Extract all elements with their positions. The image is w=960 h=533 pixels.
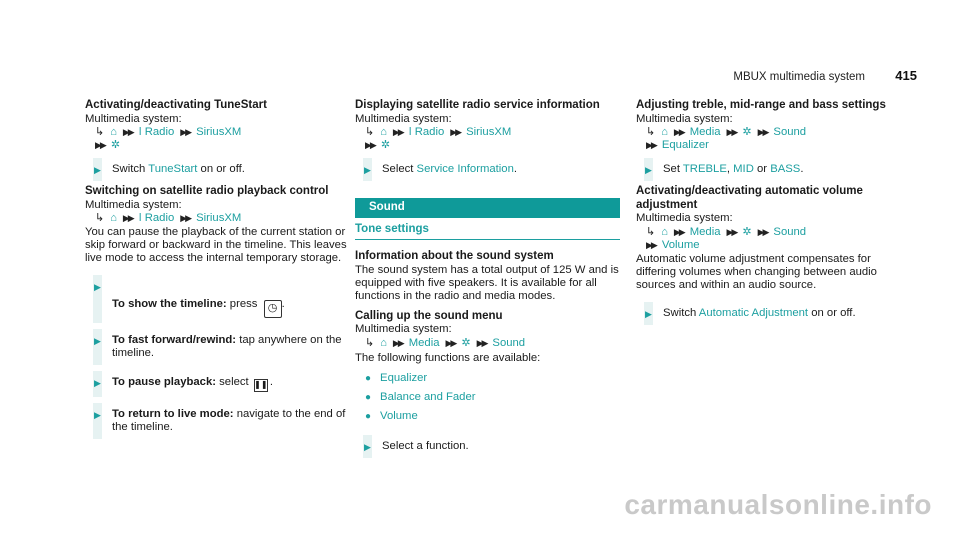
settings-icon: ✲ bbox=[742, 126, 752, 138]
nav-siriusxm: SiriusXM bbox=[196, 126, 242, 138]
nav-path-2 bbox=[85, 212, 350, 225]
heading-treble-mid-bass: Adjusting treble, mid-range and bass settings bbox=[636, 99, 886, 111]
nav-path-4 bbox=[355, 337, 620, 350]
step-arrow-icon: ▶ bbox=[94, 164, 101, 175]
chevron-icon: ▶▶ bbox=[726, 226, 737, 237]
link-automatic-adjustment: Automatic Adjustment bbox=[698, 306, 809, 319]
chevron-icon: ▶▶ bbox=[450, 127, 461, 137]
arrow-start-icon: ↳ bbox=[95, 126, 105, 138]
heading-sound-menu: Calling up the sound menu bbox=[355, 309, 503, 322]
heading-tunestart: Activating/deactivating TuneStart bbox=[85, 99, 267, 111]
chevron-icon: ▶▶ bbox=[646, 240, 656, 251]
nav-equalizer: Equalizer bbox=[661, 139, 709, 152]
section-band-sound: Sound bbox=[355, 198, 620, 217]
home-icon: ⌂ bbox=[380, 126, 387, 138]
chevron-icon: ▶▶ bbox=[757, 127, 768, 137]
step-arrow-icon: ▶ bbox=[94, 378, 101, 389]
chevron-icon: ▶▶ bbox=[392, 127, 403, 137]
chevron-icon: ▶▶ bbox=[726, 127, 737, 137]
settings-icon: ✲ bbox=[380, 139, 391, 152]
link-tunestart: TuneStart bbox=[148, 162, 198, 175]
settings-icon: ✲ bbox=[110, 139, 121, 152]
chevron-icon: ▶▶ bbox=[757, 226, 768, 237]
step-set-treble: ▶ Set TREBLE, MID or BASS. bbox=[636, 163, 896, 176]
step-show-timeline: ▶ To show the timeline: press ◷ . bbox=[85, 280, 350, 318]
settings-icon: ✲ bbox=[742, 225, 752, 238]
heading-auto-volume: Activating/deactivating automatic volume adjustment bbox=[636, 185, 863, 211]
auto-volume-paragraph: Automatic volume adjustment compensates for differing volumes when changing between audio sources and within an audio source. bbox=[636, 252, 877, 292]
arrow-start-icon: ↳ bbox=[95, 212, 105, 225]
chevron-icon: ▶▶ bbox=[646, 140, 656, 151]
column-3 bbox=[636, 99, 896, 320]
nav-media: Media bbox=[689, 225, 721, 238]
arrow-start-icon: ↳ bbox=[365, 126, 375, 138]
chevron-icon: ▶▶ bbox=[673, 226, 684, 237]
chevron-icon: ▶▶ bbox=[180, 127, 191, 137]
pause-icon: ❚❚ bbox=[254, 379, 268, 392]
step-arrow-icon: ▶ bbox=[645, 308, 652, 319]
nav-radio: Radio bbox=[414, 126, 445, 138]
list-item: ● Volume bbox=[365, 410, 418, 423]
nav-media: Media bbox=[689, 126, 721, 138]
nav-media: Media bbox=[408, 336, 440, 349]
home-icon: ⌂ bbox=[110, 212, 117, 225]
step-select-function: ▶ Select a function. bbox=[355, 440, 620, 453]
functions-intro: The following functions are available: bbox=[355, 352, 541, 365]
multimedia-label: Multimedia system: bbox=[355, 323, 452, 336]
multimedia-label: Multimedia system: bbox=[636, 212, 733, 225]
nav-sound: Sound bbox=[492, 336, 526, 349]
step-pause: ▶ To pause playback: select ❚❚ . bbox=[85, 376, 350, 391]
home-icon: ⌂ bbox=[380, 336, 387, 349]
chevron-icon: ▶▶ bbox=[122, 127, 133, 137]
step-arrow-icon: ▶ bbox=[364, 441, 371, 452]
antenna-icon: ǀ bbox=[138, 126, 142, 138]
nav-sound: Sound bbox=[773, 126, 807, 138]
step-select-service-info: ▶ Select Service Information. bbox=[355, 163, 620, 176]
chevron-icon: ▶▶ bbox=[476, 337, 487, 348]
multimedia-label: Multimedia system: bbox=[636, 112, 733, 125]
step-switch-auto-adjustment: ▶ Switch Automatic Adjustment on or off. bbox=[636, 307, 896, 320]
heading-playback-control: Switching on satellite radio playback control bbox=[85, 185, 329, 198]
link-service-information: Service Information bbox=[416, 162, 514, 175]
arrow-start-icon: ↳ bbox=[646, 225, 656, 238]
playback-paragraph: You can pause the playback of the current station or skip forward or backward in the timeline. This leaves live mode to access the internal temporary storage. bbox=[85, 225, 347, 265]
chevron-icon: ▶▶ bbox=[95, 140, 105, 151]
multimedia-label: Multimedia system: bbox=[85, 112, 182, 125]
step-arrow-icon: ▶ bbox=[94, 335, 101, 346]
timeline-icon: ◷ bbox=[264, 300, 282, 318]
step-fast-forward: ▶ To fast forward/rewind: tap anywhere on the timeline. bbox=[85, 334, 350, 361]
sound-paragraph: The sound system has a total output of 125 W and is equipped with five speakers. It is available for all functions in the radio and media modes. bbox=[355, 263, 619, 303]
antenna-icon: ǀ bbox=[138, 212, 142, 225]
arrow-start-icon: ↳ bbox=[365, 336, 375, 349]
step-arrow-icon: ▶ bbox=[364, 164, 371, 175]
home-icon: ⌂ bbox=[661, 126, 668, 138]
list-item: ● Equalizer bbox=[365, 371, 428, 384]
nav-radio: Radio bbox=[144, 126, 175, 138]
nav-volume: Volume bbox=[661, 239, 700, 252]
nav-siriusxm: SiriusXM bbox=[196, 212, 242, 225]
chevron-icon: ▶▶ bbox=[445, 337, 456, 348]
nav-path-3 bbox=[355, 126, 620, 153]
chevron-icon: ▶▶ bbox=[392, 337, 403, 348]
running-header: MBUX multimedia system bbox=[733, 71, 865, 83]
link-bass: BASS bbox=[770, 162, 801, 175]
watermark: carmanualsonline.info bbox=[624, 489, 932, 520]
step-switch-tunestart: ▶ Switch TuneStart on or off. bbox=[85, 163, 350, 176]
step-arrow-icon: ▶ bbox=[645, 164, 652, 175]
nav-sound: Sound bbox=[773, 225, 807, 238]
nav-radio: Radio bbox=[144, 212, 175, 225]
list-item: ● Balance and Fader bbox=[365, 391, 476, 404]
arrow-start-icon: ↳ bbox=[646, 126, 656, 138]
step-live-mode: ▶ To return to live mode: navigate to the end of the timeline. bbox=[85, 408, 350, 435]
multimedia-label: Multimedia system: bbox=[355, 112, 452, 125]
link-mid: MID bbox=[733, 162, 754, 175]
page-number: 415 bbox=[895, 68, 917, 83]
home-icon: ⌂ bbox=[110, 126, 117, 138]
antenna-icon: ǀ bbox=[408, 126, 412, 138]
chevron-icon: ▶▶ bbox=[365, 140, 375, 151]
subsection-tone-settings: Tone settings bbox=[355, 218, 620, 240]
chevron-icon: ▶▶ bbox=[180, 213, 191, 224]
chevron-icon: ▶▶ bbox=[673, 127, 684, 137]
nav-siriusxm: SiriusXM bbox=[466, 126, 512, 138]
heading-service-info: Displaying satellite radio service information bbox=[355, 99, 600, 111]
settings-icon: ✲ bbox=[461, 336, 471, 349]
step-arrow-icon: ▶ bbox=[94, 281, 101, 292]
nav-path-1 bbox=[85, 126, 350, 153]
multimedia-label: Multimedia system: bbox=[85, 198, 182, 211]
column-1 bbox=[85, 99, 350, 434]
home-icon: ⌂ bbox=[661, 225, 668, 238]
nav-path-6 bbox=[636, 226, 896, 253]
link-treble: TREBLE bbox=[682, 162, 727, 175]
heading-sound-system: Information about the sound system bbox=[355, 250, 554, 263]
nav-path-5 bbox=[636, 126, 896, 153]
step-arrow-icon: ▶ bbox=[94, 409, 101, 420]
chevron-icon: ▶▶ bbox=[122, 213, 133, 224]
column-2 bbox=[355, 99, 620, 453]
